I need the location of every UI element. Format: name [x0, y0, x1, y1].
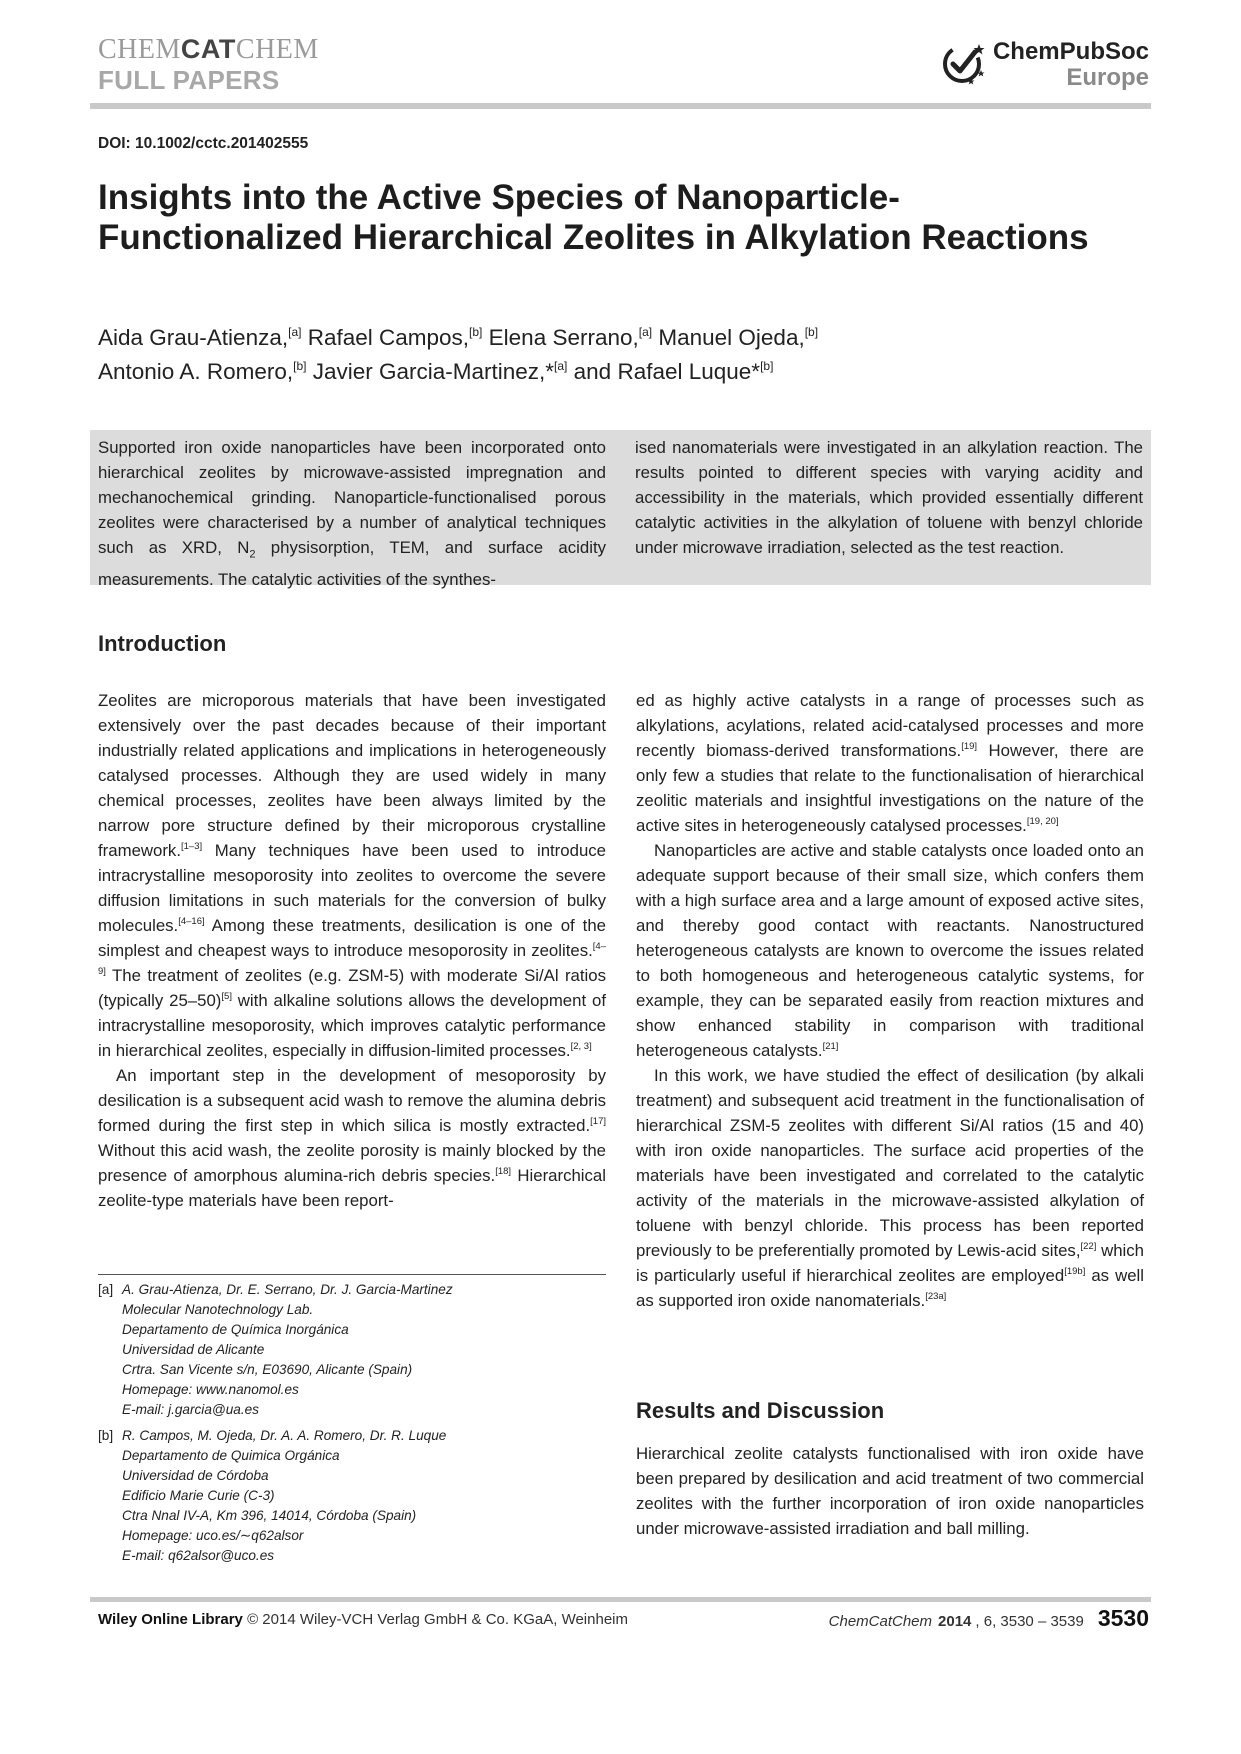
citation-link[interactable]: [21]	[822, 1041, 839, 1052]
footer-copyright	[98, 1611, 628, 1628]
body-text: Hierarchical zeolite-type materials have been report-	[98, 1166, 606, 1210]
body-text: Zeolites are microporous materials that have been investigated extensively over the past decades because of their important industrially related applications and implications in heterogeneously catalysed processes. Although they are used widely in many chemical processes, zeolites have been always limited by the narrow pore structure defined by their microporous crystalline framework.	[98, 691, 606, 860]
author-name: and Rafael Luque*	[573, 359, 761, 384]
citation-link[interactable]: [2, 3]	[570, 1041, 592, 1052]
body-text: An important step in the development of mesoporosity by desilication is a subsequent acid wash to remove the alumina debris formed during the first step in which silica is mostly extracted.	[98, 1066, 606, 1135]
author-name: Javier Garcia-Martinez,*	[312, 359, 555, 384]
body-text: ed as highly active catalysts in a range of processes such as alkylations, acylations, related acid-catalysed processes and more recently biomass-derived transformations.	[636, 691, 1144, 760]
abstract-text: Supported iron oxide nanoparticles have been incorporated onto hierarchical zeolites by microwave-assisted impregnation and mechanochemical grinding. Nanoparticle-functionalised porous zeolites were characterised by a number of analytical techniques such as XRD, N	[98, 438, 606, 557]
body-text: Without this acid wash, the zeolite porosity is mainly blocked by the presence of amorphous alumina-rich debris species.	[98, 1141, 606, 1185]
body-column-right	[636, 688, 1144, 1313]
article-title: Insights into the Active Species of Nanoparticle-Functionalized Hierarchical Zeolites in Alkylation Reactions	[98, 178, 1089, 257]
footnote-line: Molecular Nanotechnology Lab.	[122, 1302, 314, 1317]
body-text: In this work, we have studied the effect of desilication (by alkali treatment) and subsequent acid treatment in the functionalisation of hierarchical ZSM-5 zeolites with different Si/Al ratios (15 and 40) with iron oxide nanoparticles. The surface acid properties of the materials have been investigated and correlated to the catalytic activity of the materials in the microwave-assisted alkylation of toluene with benzyl chloride. This process has been reported previously to be preferentially promoted by Lewis-acid sites,	[636, 1066, 1144, 1260]
footnote	[98, 1426, 606, 1566]
body-text: with alkaline solutions allows the development of intracrystalline mesoporosity, which improves catalytic performance in hierarchical zeolites, especially in diffusion-limited processes.	[98, 991, 606, 1060]
author-affiliation: [b]	[293, 359, 307, 373]
abstract-column-left	[98, 435, 606, 592]
citation-link[interactable]: [19, 20]	[1026, 816, 1059, 827]
author-affiliation: [a]	[554, 359, 568, 373]
section-label: FULL PAPERS	[98, 65, 280, 95]
footnote-line: A. Grau-Atienza, Dr. E. Serrano, Dr. J. Garcia-Martinez	[122, 1282, 453, 1297]
author-affiliation: [b]	[469, 325, 483, 339]
abstract-subscript: 2	[249, 548, 256, 561]
footnote-line: Departamento de Quimica Orgánica	[122, 1448, 340, 1463]
author-list	[98, 318, 1138, 386]
footnote-line: Departamento de Química Inorgánica	[122, 1322, 349, 1337]
author-affiliation: [a]	[638, 325, 653, 339]
footnote-rule	[98, 1274, 606, 1275]
footnote-line: Crtra. San Vicente s/n, E03690, Alicante (Spain)	[122, 1362, 413, 1377]
footnote-line: R. Campos, M. Ojeda, Dr. A. A. Romero, Dr. R. Luque	[122, 1428, 447, 1443]
body-paragraph	[98, 1063, 606, 1213]
email-link[interactable]: E-mail: j.garcia@ua.es	[122, 1402, 259, 1417]
body-paragraph	[636, 1063, 1144, 1313]
citation-link[interactable]: [5]	[221, 991, 232, 1002]
footer-citation	[829, 1605, 1149, 1632]
citation-link[interactable]: [18]	[495, 1166, 512, 1177]
footnote-line: Edificio Marie Curie (C-3)	[122, 1488, 275, 1503]
footnote-key: [b]	[98, 1428, 114, 1443]
journal-name-middle: CAT	[180, 34, 236, 64]
publisher-logo-block	[941, 40, 1149, 90]
author-affiliation: [b]	[760, 359, 774, 373]
citation-link[interactable]: [17]	[590, 1116, 606, 1127]
footnote-key: [a]	[98, 1282, 114, 1297]
citation-link[interactable]: [1–3]	[181, 841, 203, 852]
citation-link[interactable]: [22]	[1080, 1241, 1097, 1252]
homepage-link[interactable]: Homepage: www.nanomol.es	[122, 1382, 299, 1397]
body-paragraph	[98, 688, 606, 1063]
body-text: Among these treatments, desilication is one of the simplest and cheapest ways to introduce mesoporosity in zeolites.	[98, 916, 606, 960]
body-text: which is particularly useful if hierarchical zeolites are employed	[636, 1241, 1144, 1285]
affiliation-footnotes	[98, 1280, 606, 1572]
author-name: Aida Grau-Atienza,	[98, 325, 289, 350]
section-heading-results: Results and Discussion	[636, 1398, 885, 1423]
abstract-box	[90, 430, 1151, 590]
page-number: 3530	[1097, 1605, 1149, 1631]
footer-pages: , 6, 3530 – 3539	[975, 1613, 1084, 1630]
body-column-left	[98, 688, 606, 1213]
citation-link[interactable]: [4–16]	[178, 916, 205, 927]
citation-link[interactable]: [4–9]	[98, 941, 606, 977]
footnote-line: Ctra Nnal IV-A, Km 396, 14014, Córdoba (Spain)	[122, 1508, 417, 1523]
footnote-line: Universidad de Alicante	[122, 1342, 265, 1357]
journal-brand	[98, 36, 319, 93]
footer-journal: ChemCatChem	[828, 1613, 933, 1630]
email-link[interactable]: E-mail: q62alsor@uco.es	[122, 1548, 275, 1563]
header-rule	[90, 103, 1151, 109]
wiley-online-library-link[interactable]: Wiley Online Library	[98, 1611, 243, 1628]
citation-link[interactable]: [19b]	[1064, 1266, 1086, 1277]
body-text: However, there are only few a studies that relate to the functionalisation of hierarchical zeolitic materials and insightful investigations on the nature of the active sites in heterogeneously catalysed processes.	[636, 741, 1144, 835]
author-name: Manuel Ojeda,	[658, 325, 805, 350]
author-affiliation: [b]	[804, 325, 819, 339]
author-name: Elena Serrano,	[488, 325, 639, 350]
body-paragraph	[636, 838, 1144, 1063]
body-paragraph	[636, 688, 1144, 838]
body-text: Many techniques have been used to introduce intracrystalline mesoporosity into zeolites to overcome the severe diffusion limitations in such materials for the conversion of bulky molecules.	[98, 841, 606, 935]
publisher-name: ChemPubSoc	[992, 38, 1149, 65]
abstract-text: physisorption, TEM, and surface acidity measurements. The catalytic activities of the synthes-	[98, 538, 607, 590]
footnote	[98, 1280, 606, 1420]
section-heading-introduction: Introduction	[98, 631, 227, 656]
body-text: Nanoparticles are active and stable catalysts once loaded onto an adequate support because of their small size, which confers them with a high surface area and a large amount of exposed active sites, and thereby good contact with reactants. Nanostructured heterogeneous catalysts are known to overcome the issues related to both homogeneous and heterogeneous catalytic systems, for example, they can be separated easily from reaction mixtures and show enhanced stability in comparison with traditional heterogeneous catalysts.	[636, 841, 1144, 1060]
body-text: The treatment of zeolites (e.g. ZSM-5) with moderate Si/Al ratios (typically 25–50)	[98, 966, 606, 1010]
publisher-region: Europe	[1066, 64, 1149, 91]
author-affiliation: [a]	[288, 325, 302, 339]
author-name: Antonio A. Romero,	[98, 359, 294, 384]
author-name: Rafael Campos,	[307, 325, 470, 350]
homepage-link[interactable]: Homepage: uco.es/∼q62alsor	[122, 1528, 304, 1543]
journal-name-prefix: CHEM	[98, 34, 181, 65]
body-text: as well as supported iron oxide nanomaterials.	[636, 1266, 1144, 1310]
footer-year: 2014	[938, 1613, 972, 1630]
journal-name-suffix: CHEM	[235, 34, 319, 65]
body-column-right-lower	[636, 1441, 1144, 1541]
copyright-text: © 2014 Wiley-VCH Verlag GmbH & Co. KGaA, Weinheim	[247, 1611, 628, 1628]
body-paragraph: Hierarchical zeolite catalysts functionalised with iron oxide have been prepared by desilication and acid treatment of two commercial zeolites with the further incorporation of iron oxide nanoparticles under microwave-assisted irradiation and ball milling.	[636, 1444, 1144, 1538]
abstract-column-right: ised nanomaterials were investigated in an alkylation reaction. The results pointed to different species with varying acidity and accessibility in the materials, which provided essentially different catalytic activities in the alkylation of toluene with benzyl chloride under microwave irradiation, selected as the test reaction.	[635, 438, 1143, 557]
citation-link[interactable]: [23a]	[925, 1291, 947, 1302]
chempubsoc-logo-icon	[941, 40, 987, 86]
footer-rule	[90, 1597, 1151, 1602]
journal-name	[98, 36, 319, 64]
doi[interactable]: DOI: 10.1002/cctc.201402555	[98, 135, 309, 152]
footnote-line: Universidad de Córdoba	[122, 1468, 269, 1483]
citation-link[interactable]: [19]	[961, 741, 978, 752]
